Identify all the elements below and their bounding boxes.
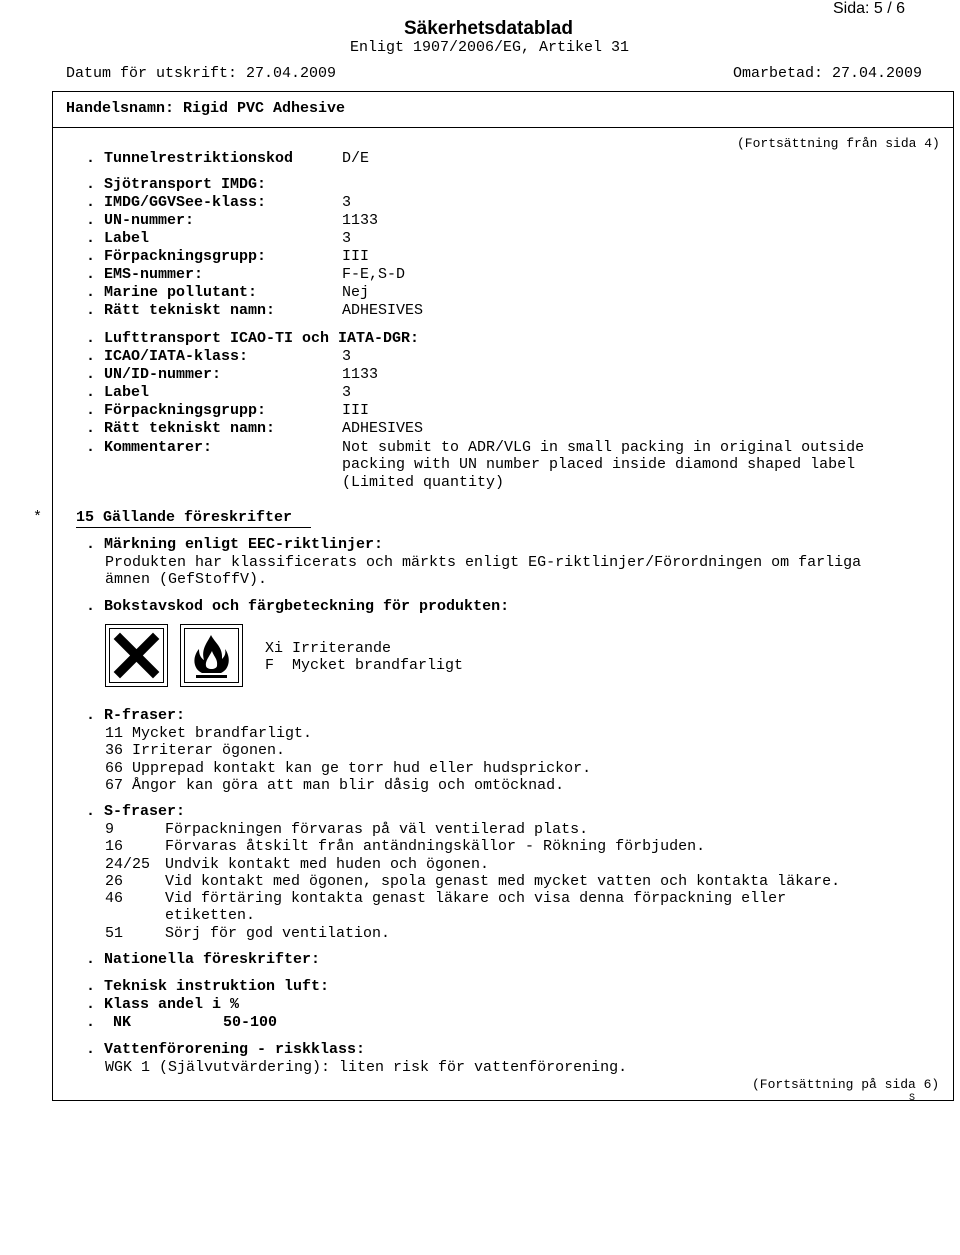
code-heading: . Bokstavskod och färgbeteckning för produkten:: [86, 598, 510, 615]
r-phrase: 36 Irriterar ögonen.: [105, 742, 286, 759]
trade-name: Handelsnamn: Rigid PVC Adhesive: [66, 100, 346, 117]
s-phrase-text: Undvik kontakt med huden och ögonen.: [165, 856, 490, 873]
water-text: WGK 1 (Självutvärdering): liten risk för vattenförorening.: [105, 1059, 628, 1076]
continued-from: (Fortsättning från sida 4): [737, 136, 940, 151]
air-label: . ICAO/IATA-klass:: [86, 348, 249, 365]
imdg-label: . IMDG/GGVSee-klass:: [86, 194, 267, 211]
air-value: 3: [342, 384, 352, 401]
imdg-value: F-E,S-D: [342, 266, 406, 283]
imdg-label: . Marine pollutant:: [86, 284, 258, 301]
comment-line: packing with UN number placed inside diamond shaped label: [342, 456, 856, 473]
section-heading-underline: [76, 527, 311, 528]
air-value: ADHESIVES: [342, 420, 424, 437]
imdg-value: Nej: [342, 284, 370, 301]
air-label: . Label: [86, 384, 150, 401]
imdg-label: . Label: [86, 230, 150, 247]
flame-icon: [180, 624, 243, 687]
comment-line: (Limited quantity): [342, 474, 505, 491]
air-heading: . Lufttransport ICAO-TI och IATA-DGR:: [86, 330, 420, 347]
imdg-value: 3: [342, 194, 352, 211]
s-phrase-code: 16: [105, 838, 124, 855]
nk-label: . NK: [86, 1014, 132, 1031]
r-phrases-heading: . R-fraser:: [86, 707, 186, 724]
s-phrase-code: 26: [105, 873, 124, 890]
marking-text: Produkten har klassificerats och märkts enligt EG-riktlinjer/Förordningen om farliga: [105, 554, 862, 571]
class-heading: . Klass andel i %: [86, 996, 240, 1013]
s-phrase-code: 24/25: [105, 856, 151, 873]
air-label: . Rätt tekniskt namn:: [86, 420, 276, 437]
s-phrase-text: Förpackningen förvaras på väl ventilerad plats.: [165, 821, 589, 838]
imdg-heading: . Sjötransport IMDG:: [86, 176, 267, 193]
imdg-value: III: [342, 248, 370, 265]
irritant-x-icon: [105, 624, 168, 687]
air-value: 3: [342, 348, 352, 365]
s-phrases-heading: . S-fraser:: [86, 803, 186, 820]
content-frame: [52, 91, 954, 1101]
change-marker: *: [33, 509, 43, 526]
s-phrase-code: 51: [105, 925, 124, 942]
header-divider: [52, 127, 954, 128]
r-phrase: 11 Mycket brandfarligt.: [105, 725, 313, 742]
water-heading: . Vattenförorening - riskklass:: [86, 1041, 366, 1058]
document-title: Säkerhetsdatablad: [404, 18, 573, 39]
nk-value: 50-100: [223, 1014, 278, 1031]
comment-line: Not submit to ADR/VLG in small packing in original outside: [342, 439, 865, 456]
tunnel-value: D/E: [342, 150, 370, 167]
s-phrase-text: etiketten.: [165, 907, 256, 924]
s-phrase-code: 46: [105, 890, 124, 907]
page-number: Sida: 5 / 6: [833, 0, 906, 17]
imdg-value: ADHESIVES: [342, 302, 424, 319]
s-phrase-text: Vid kontakt med ögonen, spola genast med mycket vatten och kontakta läkare.: [165, 873, 841, 890]
continued-to: (Fortsättning på sida 6): [752, 1077, 940, 1092]
air-label: . Förpackningsgrupp:: [86, 402, 267, 419]
imdg-value: 1133: [342, 212, 379, 229]
tunnel-label: . Tunnelrestriktionskod: [86, 150, 294, 167]
air-value: III: [342, 402, 370, 419]
section-15-heading: 15 Gällande föreskrifter: [76, 509, 293, 526]
hazard-code: F: [265, 657, 275, 674]
technical-heading: . Teknisk instruktion luft:: [86, 978, 330, 995]
print-date: Datum för utskrift: 27.04.2009: [66, 65, 337, 82]
imdg-label: . Förpackningsgrupp:: [86, 248, 267, 265]
comment-label: . Kommentarer:: [86, 439, 213, 456]
hazard-line: [265, 657, 463, 675]
regulation-subtitle: Enligt 1907/2006/EG, Artikel 31: [350, 39, 630, 56]
imdg-label: . UN-nummer:: [86, 212, 195, 229]
s-phrase-text: Sörj för god ventilation.: [165, 925, 391, 942]
s-phrase-code: 9: [105, 821, 115, 838]
hazard-text: Mycket brandfarligt: [292, 657, 464, 674]
imdg-label: . Rätt tekniskt namn:: [86, 302, 276, 319]
r-phrase: 66 Upprepad kontakt kan ge torr hud eller hudsprickor.: [105, 760, 592, 777]
s-phrase-text: Vid förtäring kontakta genast läkare och visa denna förpackning eller: [165, 890, 787, 907]
marking-text: ämnen (GefStoffV).: [105, 571, 268, 588]
hazard-line: [265, 640, 391, 658]
imdg-value: 3: [342, 230, 352, 247]
hazard-text: Irriterande: [292, 640, 392, 657]
imdg-label: . EMS-nummer:: [86, 266, 204, 283]
air-label: . UN/ID-nummer:: [86, 366, 222, 383]
r-phrase: 67 Ångor kan göra att man blir dåsig och omtöcknad.: [105, 777, 565, 794]
national-heading: . Nationella föreskrifter:: [86, 951, 321, 968]
footer-mark: S: [909, 1093, 916, 1104]
marking-heading: . Märkning enligt EEC-riktlinjer:: [86, 536, 384, 553]
hazard-code: Xi: [265, 640, 284, 657]
revision-date: Omarbetad: 27.04.2009: [733, 65, 923, 82]
s-phrase-text: Förvaras åtskilt från antändningskällor - Rökning förbjuden.: [165, 838, 706, 855]
air-value: 1133: [342, 366, 379, 383]
